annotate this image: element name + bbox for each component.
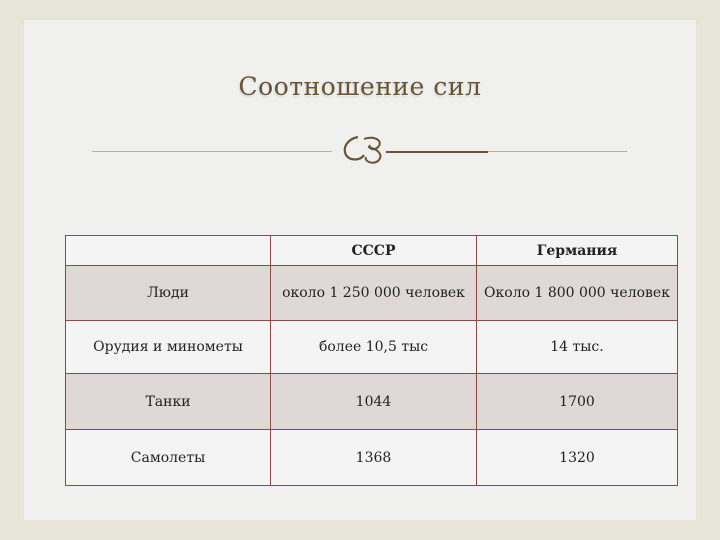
row-label: Люди (66, 266, 271, 321)
slide-title: Соотношение сил (238, 72, 482, 101)
divider-line-accent (386, 151, 488, 153)
germany-value: Около 1 800 000 человек (477, 266, 678, 321)
germany-value: 1700 (477, 374, 678, 430)
table-row (66, 430, 678, 486)
row-label: Танки (66, 374, 271, 430)
divider-line-right (480, 151, 627, 152)
ussr-value: 1368 (271, 430, 477, 486)
header-cell-germany: Германия (477, 236, 678, 266)
divider-line-left (92, 151, 332, 152)
header-cell-empty (66, 236, 271, 266)
germany-value: 14 тыс. (477, 321, 678, 374)
ussr-value: более 10,5 тыс (271, 321, 477, 374)
comparison-table (65, 235, 678, 486)
ornament-flourish-icon (334, 131, 390, 165)
table-row (66, 321, 678, 374)
germany-value: 1320 (477, 430, 678, 486)
row-label: Самолеты (66, 430, 271, 486)
ussr-value: около 1 250 000 человек (271, 266, 477, 321)
row-label: Орудия и минометы (66, 321, 271, 374)
table-row (66, 266, 678, 321)
ussr-value: 1044 (271, 374, 477, 430)
header-cell-ussr: СССР (271, 236, 477, 266)
table-header-row (66, 236, 678, 266)
table-row (66, 374, 678, 430)
